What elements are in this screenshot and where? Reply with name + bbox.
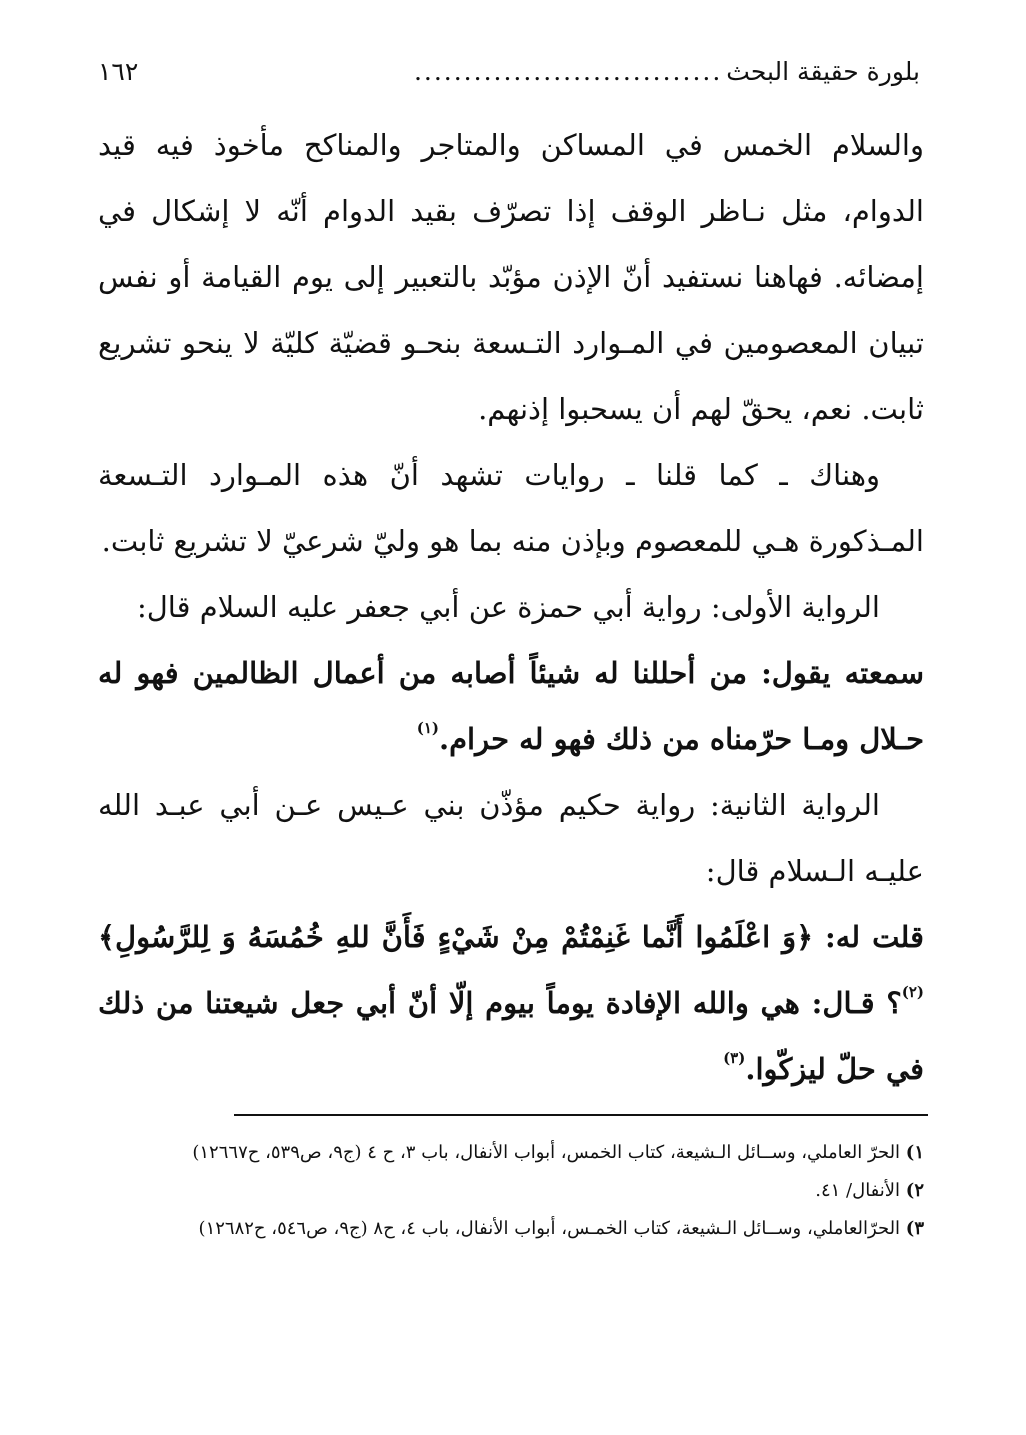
footnote-text: الحرّ العاملي، وســائل الـشيعة، كتاب الخمس، أبواب الأنفال، باب ٣، ح ٤ (ج٩، ص٥٣٩، ح١٢٦٦٧) [192,1142,901,1163]
quran-open-bracket: ﴿ [796,920,814,954]
quran-close-bracket: ﴾ [98,920,115,954]
paragraph: وهناك ـ كما قلنا ـ روايات تشهد أنّ هذه المـوارد التـسعة المـذكورة هـي للمعصوم وبإذن منه بما هو وليّ شرعيّ لا تشريع ثابت. [98,458,924,558]
narration-heading: الرواية الثانية: رواية حكيم مؤذّن بني عـيس عـن أبي عبـد الله عليـه الـسلام قال: [98,788,924,888]
quote-answer: ؟ قـال: هي والله الإفادة يوماً بيوم إلّا أنّ أبي جعل شيعتنا من ذلك في حلّ ليزكّوا. [98,986,924,1086]
footnote-item [98,1210,924,1248]
paragraph: والسلام الخمس في المساكن والمتاجر والمناكح مأخوذ فيه قيد الدوام، مثل نـاظر الوقف إذا تصرّف بقيد الدوام أنّه لا إشكال في إمضائه. فهاهنا نستفيد أنّ الإذن مؤبّد بالتعبير إلى يوم القيامة أو نفس تبيان المعصومين في المـوارد التـسعة بنحـو قضيّة كليّة لا ينحو تشريع ثابت. نعم، يحقّ لهم أن يسحبوا إذنهم. [98,128,924,426]
footnote-number: ١) [905,1142,924,1163]
footnote-item [98,1134,924,1172]
footnote-text: الأنفال/ ٤١. [815,1180,901,1201]
header-leader-dots: ............................... [413,57,723,86]
footnotes [98,1134,924,1248]
footnote-separator [234,1114,928,1116]
footnote-ref[interactable]: (٣) [723,1049,746,1067]
page-number: ١٦٢ [98,57,139,86]
footnote-number: ٢) [905,1180,924,1201]
running-title: بلورة حقيقة البحث [726,57,920,86]
footnote-text: الحرّالعاملي، وســائل الـشيعة، كتاب الخمـس، أبواب الأنفال، باب ٤، ح٨ (ج٩، ص٥٤٦، ح١٢٦٨٢) [198,1218,901,1239]
running-header [98,42,920,86]
footnote-item [98,1172,924,1210]
narration-quote [98,904,924,1102]
footnote-number: ٣) [905,1218,924,1239]
narration-quote-text: سمعته يقول: من أحللنا له شيئاً أصابه من أعمال الظالمين فهو له حـلال ومـا حرّمناه من ذلك فهو له حرام. [98,656,924,756]
quran-verse: وَ اعْلَمُوا أَنَّما غَنِمْتُمْ مِنْ شَيْءٍ فَأَنَّ للهِ خُمُسَهُ وَ لِلرَّسُولِ [115,920,797,954]
narration-heading: الرواية الأولى: رواية أبي حمزة عن أبي جعفر عليه السلام قال: [136,590,880,624]
footnote-ref[interactable]: (٢) [901,983,924,1001]
quote-intro: قلت له: [825,920,925,954]
footnote-ref[interactable]: (١) [416,719,439,737]
narration-quote [98,640,924,772]
main-text [98,112,924,1102]
